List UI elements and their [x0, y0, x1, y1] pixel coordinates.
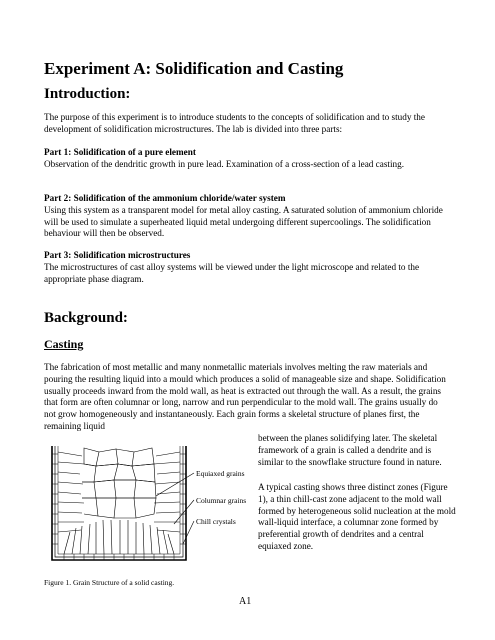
- label-equiaxed-grains: Equiaxed grains: [196, 469, 245, 478]
- casting-paragraph-wrap: between the planes solidifying later. The skeletal framework of a grain is called a dendrite and is similar to the snowflake structure found in nature.: [258, 433, 442, 467]
- part-1-text: Observation of the dendritic growth in pure lead. Examination of a cross-section of a lead casting.: [44, 158, 404, 169]
- casting-subheading: Casting: [44, 337, 84, 351]
- label-columnar-grains: Columnar grains: [196, 496, 247, 505]
- part-2: [44, 193, 451, 240]
- part-1-title: Part 1: Solidification of a pure element: [44, 147, 196, 157]
- part-2-title: Part 2: Solidification of the ammonium chloride/water system: [44, 193, 286, 203]
- introduction-heading: Introduction:: [44, 86, 131, 102]
- casting-paragraph: The fabrication of most metallic and many nonmetallic materials involves melting the raw materials and pouring the resulting liquid into a mould which produces a solid of manageable size and shape. Solidification usually proceeds inward from the mold wall, as heat is extracted out through the wall. As a result, the grains that form are often columnar or long, narrow and run perpendicular to the mold wall. The grains usually do not grow homogeneously and instantaneously. Each grain forms a skeletal structure of planes first, the remaining liquid: [44, 362, 446, 431]
- background-heading: Background:: [44, 310, 128, 326]
- label-chill-crystals: Chill crystals: [196, 517, 236, 526]
- figure-1: [44, 440, 254, 565]
- part-3-text: The microstructures of cast alloy systems will be viewed under the light microscope and related to the appropriate phase diagram.: [44, 261, 420, 284]
- part-3-title: Part 3: Solidification microstructures: [44, 250, 191, 260]
- introduction-paragraph: The purpose of this experiment is to introduce students to the concepts of solidification and to study the development of solidification microstructures. The lab is divided into three parts:: [44, 112, 425, 134]
- part-1: [44, 147, 451, 171]
- part-3: [44, 250, 451, 285]
- zones-paragraph: A typical casting shows three distinct zones (Figure 1), a thin chill-cast zone adjacent to the mold wall formed by heterogeneous solid nucleation at the mold wall-liquid interface, a columnar zone formed by preferential growth of dendrites and a central equiaxed zone.: [258, 482, 456, 551]
- page-number: A1: [239, 596, 252, 607]
- page-title: Experiment A: Solidification and Casting: [44, 59, 344, 78]
- part-2-text: Using this system as a transparent model for metal alloy casting. A saturated solution of ammonium chloride will be used to simulate a superheated liquid metal undergoing different supercoolings. The solidification behaviour will then be observed.: [44, 204, 443, 239]
- figure-1-caption: Figure 1. Grain Structure of a solid casting.: [44, 578, 175, 587]
